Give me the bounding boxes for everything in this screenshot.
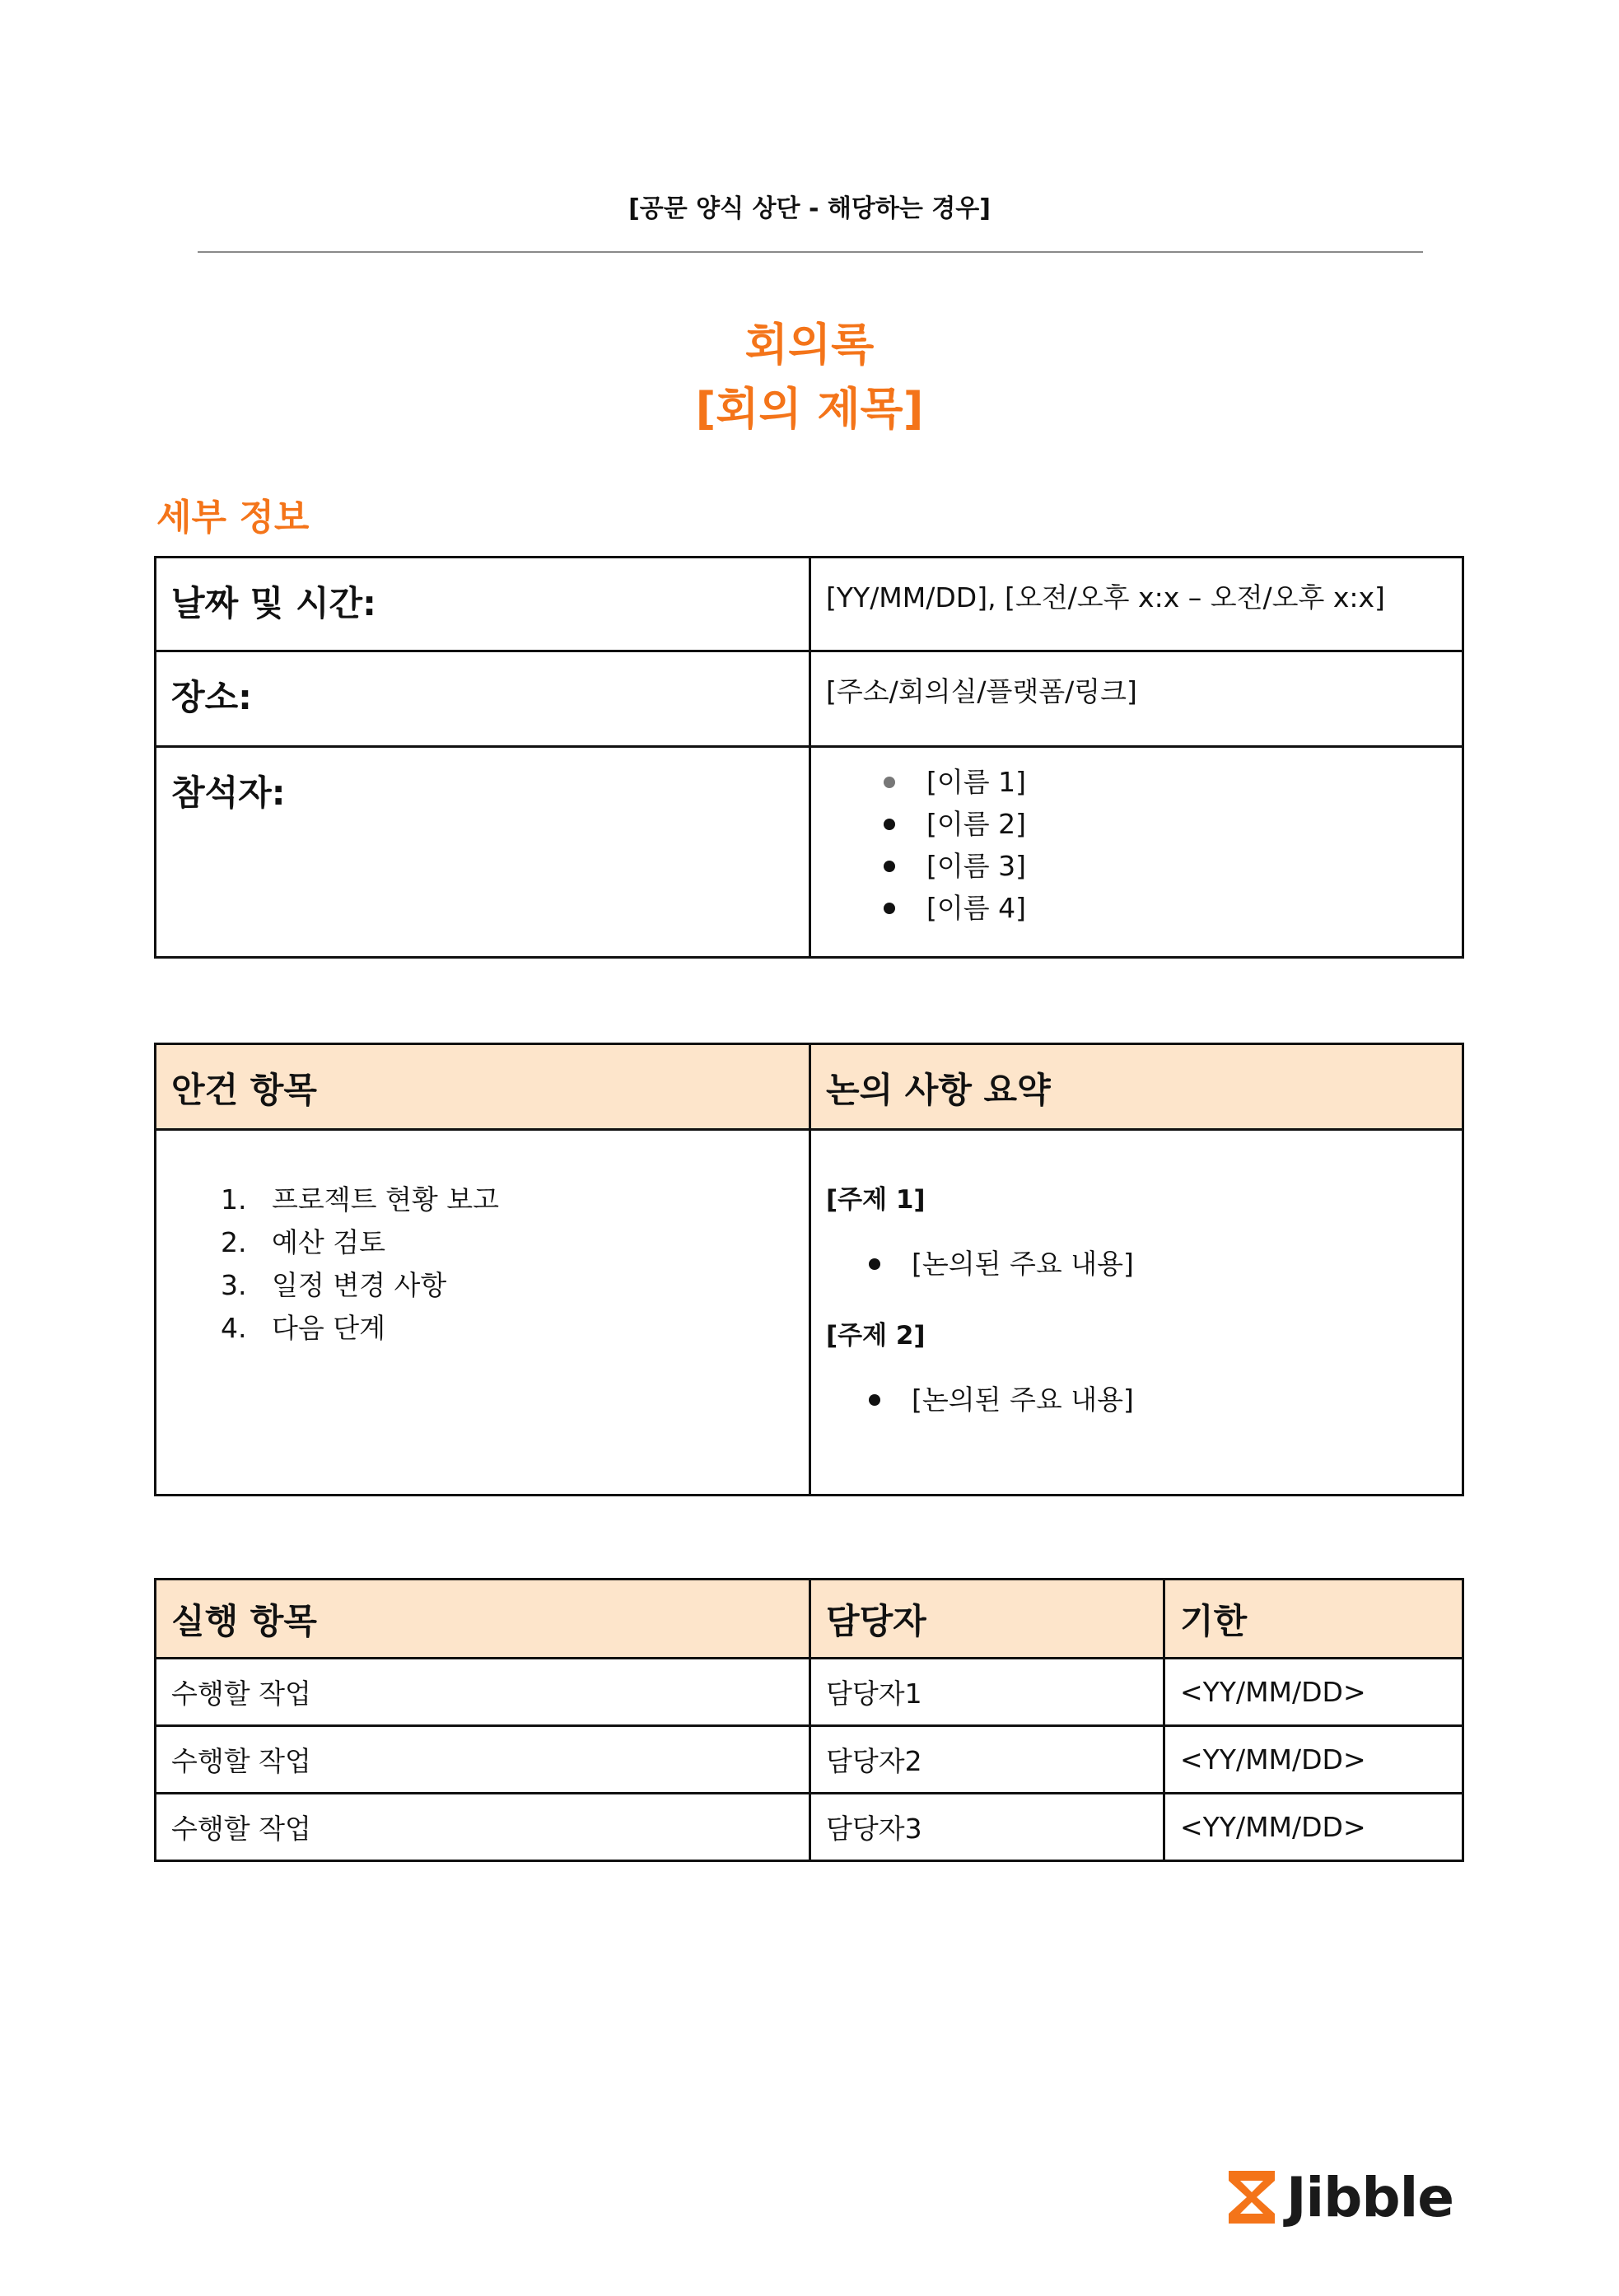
list-item xyxy=(869,1379,1462,1421)
details-table xyxy=(154,556,1464,959)
topic-point: [논의된 주요 내용] xyxy=(912,1248,1134,1280)
bullet-icon xyxy=(884,819,895,830)
topic-title: [주제 1] xyxy=(826,1185,926,1215)
list-item xyxy=(884,887,1447,929)
action-due-date: <YY/MM/DD> xyxy=(1164,1794,1463,1861)
topic-point: [논의된 주요 내용] xyxy=(912,1384,1134,1416)
action-item-header: 실행 항목 xyxy=(156,1580,810,1659)
topic-points xyxy=(811,1216,1462,1285)
item-number: 1. xyxy=(221,1183,247,1216)
table-row xyxy=(156,1726,1463,1794)
item-number: 2. xyxy=(221,1226,247,1258)
jibble-hourglass-icon xyxy=(1225,2168,1278,2227)
datetime-label: 날짜 및 시간: xyxy=(156,558,810,651)
item-text: 일정 변경 사항 xyxy=(272,1269,447,1301)
item-text: 프로젝트 현황 보고 xyxy=(272,1183,500,1216)
attendees-label: 참석자: xyxy=(156,747,810,958)
attendee-name: [이름 1] xyxy=(926,766,1026,798)
attendee-name: [이름 3] xyxy=(926,850,1026,882)
list-item xyxy=(221,1221,809,1264)
bullet-icon xyxy=(884,903,895,914)
location-label: 장소: xyxy=(156,651,810,747)
logo-wordmark: Jibble xyxy=(1286,2165,1454,2229)
agenda-items-header: 안건 항목 xyxy=(156,1044,810,1130)
due-date-header: 기한 xyxy=(1164,1580,1463,1659)
table-row xyxy=(156,1794,1463,1861)
bullet-icon xyxy=(869,1394,880,1406)
attendee-name: [이름 4] xyxy=(926,892,1026,924)
action-due-date: <YY/MM/DD> xyxy=(1164,1659,1463,1726)
topic-points xyxy=(811,1351,1462,1421)
action-task: 수행할 작업 xyxy=(156,1659,810,1726)
agenda-list xyxy=(156,1131,809,1350)
discussion-summary-cell xyxy=(810,1130,1463,1496)
header-divider xyxy=(198,251,1423,253)
datetime-value: [YY/MM/DD], [오전/오후 x:x – 오전/오후 x:x] xyxy=(810,558,1463,651)
list-item xyxy=(884,761,1447,803)
location-value: [주소/회의실/플랫폼/링크] xyxy=(810,651,1463,747)
agenda-header-row xyxy=(156,1044,1463,1130)
letterhead-placeholder: [공문 양식 상단 - 해당하는 경우] xyxy=(628,194,991,223)
agenda-table xyxy=(154,1043,1464,1496)
action-owner: 담당자1 xyxy=(810,1659,1164,1726)
list-item xyxy=(221,1178,809,1221)
agenda-body-row xyxy=(156,1130,1463,1496)
action-due-date: <YY/MM/DD> xyxy=(1164,1726,1463,1794)
title-meeting-name: [회의 제목] xyxy=(695,383,924,435)
list-item xyxy=(869,1244,1462,1285)
action-task: 수행할 작업 xyxy=(156,1794,810,1861)
table-row xyxy=(156,1659,1463,1726)
item-text: 예산 검토 xyxy=(272,1226,386,1258)
bullet-icon xyxy=(884,777,895,788)
actions-header-row xyxy=(156,1580,1463,1659)
attendees-list xyxy=(826,761,1447,929)
agenda-items-cell xyxy=(156,1130,810,1496)
attendees-cell xyxy=(810,747,1463,958)
location-row xyxy=(156,651,1463,747)
attendees-row xyxy=(156,747,1463,958)
bullet-icon xyxy=(869,1258,880,1270)
owner-header: 담당자 xyxy=(810,1580,1164,1659)
action-owner: 담당자2 xyxy=(810,1726,1164,1794)
action-task: 수행할 작업 xyxy=(156,1726,810,1794)
document-title xyxy=(0,313,1619,441)
action-owner: 담당자3 xyxy=(810,1794,1164,1861)
action-items-table xyxy=(154,1578,1464,1862)
datetime-row xyxy=(156,558,1463,651)
topic-title: [주제 2] xyxy=(826,1321,926,1351)
list-item xyxy=(221,1307,809,1350)
jibble-logo xyxy=(1225,2164,1453,2230)
list-item xyxy=(221,1264,809,1307)
item-number: 4. xyxy=(221,1312,247,1344)
attendee-name: [이름 2] xyxy=(926,808,1026,840)
title-main: 회의록 xyxy=(744,319,875,371)
item-number: 3. xyxy=(221,1269,247,1301)
list-item xyxy=(884,845,1447,887)
discussion-summary-header: 논의 사항 요약 xyxy=(810,1044,1463,1130)
list-item xyxy=(884,803,1447,845)
item-text: 다음 단계 xyxy=(272,1312,386,1344)
details-heading: 세부 정보 xyxy=(156,497,310,539)
bullet-icon xyxy=(884,861,895,872)
